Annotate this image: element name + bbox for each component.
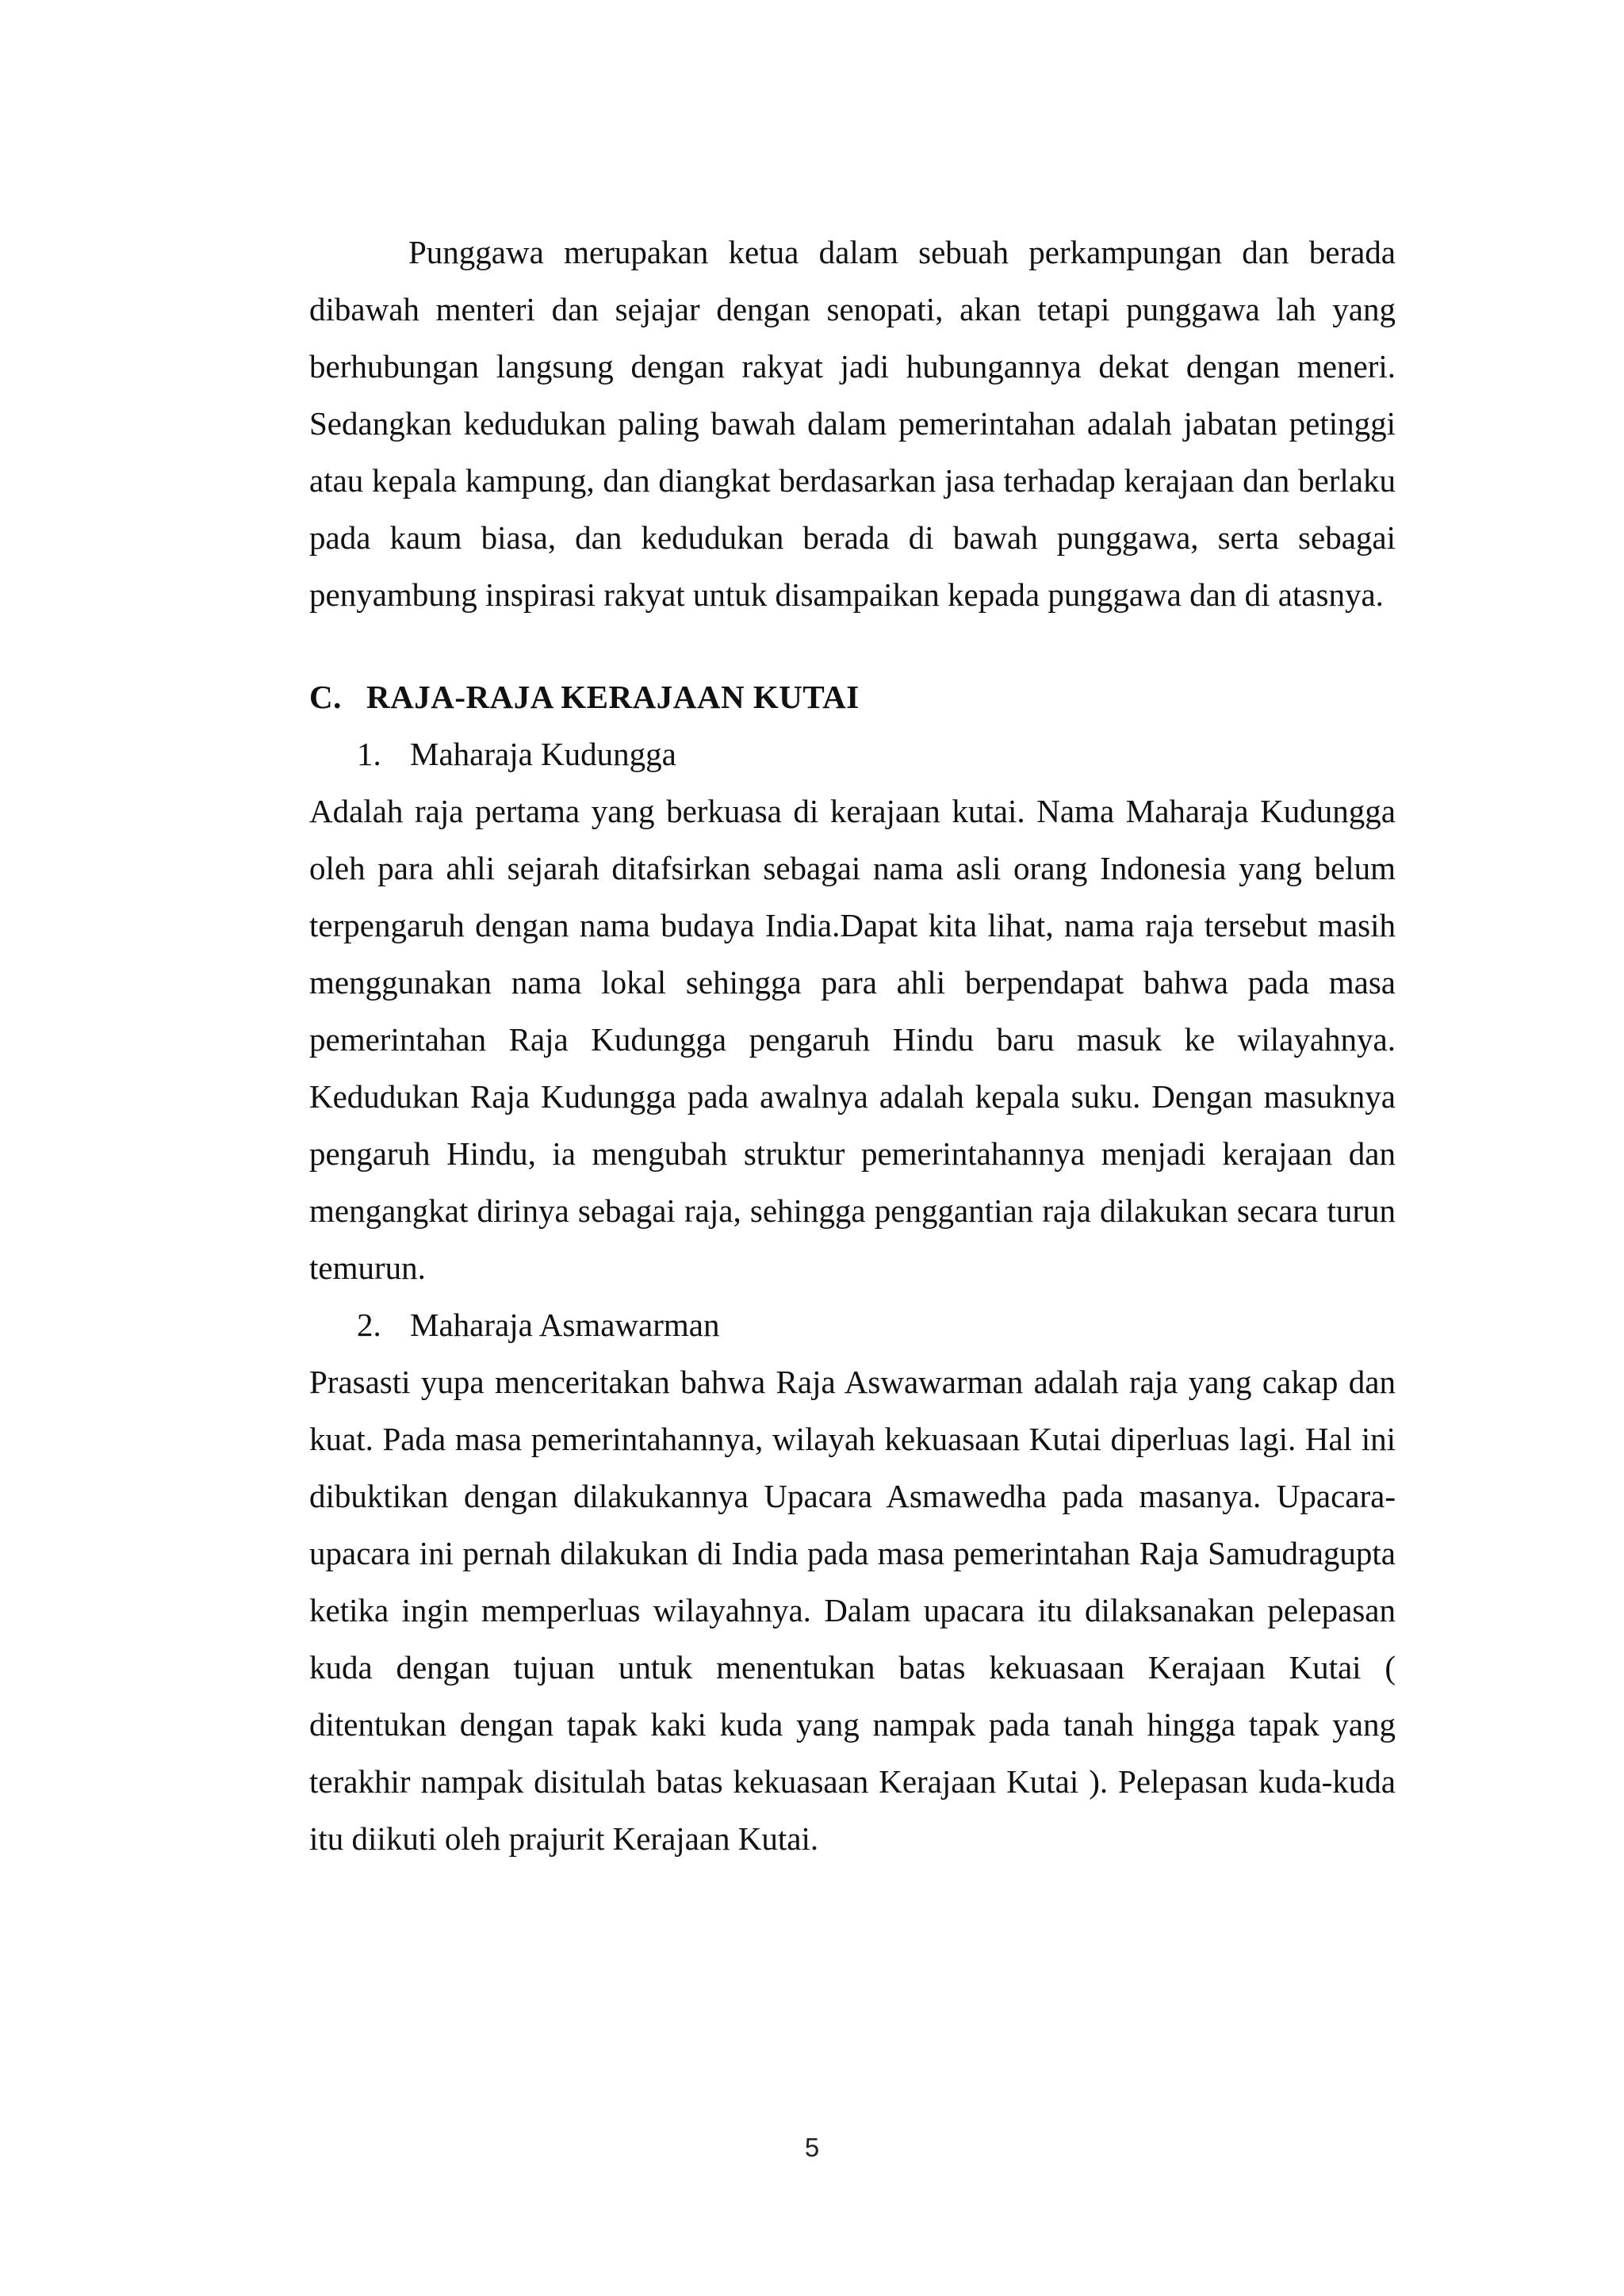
list-item-2-title [309,1296,1396,1353]
section-title: RAJA-RAJA KERAJAAN KUTAI [366,679,860,715]
section-heading [309,668,1396,725]
list-item-number: 1. [357,736,381,772]
list-item-number: 2. [357,1307,381,1343]
page-number: 5 [804,2133,820,2162]
list-item-title: Maharaja Kudungga [410,736,676,772]
list-item-2-body: Prasasti yupa menceritakan bahwa Raja Aswawarman adalah raja yang cakap dan kuat. Pada masa pemerintahannya, wilayah kekuasaan Kutai diperluas lagi. Hal ini dibuktikan dengan dilakukannya Upacara Asmawedha pada masanya. Upacara-upacara ini pernah dilakukan di India pada masa pemerintahan Raja Samudragupta ketika ingin memperluas wilayahnya. Dalam upacara itu dilaksanakan pelepasan kuda dengan tujuan untuk menentukan batas kekuasaan Kerajaan Kutai ( ditentukan dengan tapak kaki kuda yang nampak pada tanah hingga tapak yang terakhir nampak disitulah batas kekuasaan Kerajaan Kutai ). Pelepasan kuda-kuda itu diikuti oleh prajurit Kerajaan Kutai. [309,1364,1396,1857]
list-item-1-title [309,725,1396,783]
paragraph-punggawa: Punggawa merupakan ketua dalam sebuah perkampungan dan berada dibawah menteri dan sejajar dengan senopati, akan tetapi punggawa lah yang berhubungan langsung dengan rakyat jadi hubungannya dekat dengan meneri. Sedangkan kedudukan paling bawah dalam pemerintahan adalah jabatan petinggi atau kepala kampung, dan diangkat berdasarkan jasa terhadap kerajaan dan berlaku pada kaum biasa, dan kedudukan berada di bawah punggawa, serta sebagai penyambung inspirasi rakyat untuk disampaikan kepada punggawa dan di atasnya. [309,234,1396,613]
list-item-1-body: Adalah raja pertama yang berkuasa di kerajaan kutai. Nama Maharaja Kudungga oleh para ahli sejarah ditafsirkan sebagai nama asli orang Indonesia yang belum terpengaruh dengan nama budaya India.Dapat kita lihat, nama raja tersebut masih menggunakan nama lokal sehingga para ahli berpendapat bahwa pada masa pemerintahan Raja Kudungga pengaruh Hindu baru masuk ke wilayahnya. Kedudukan Raja Kudungga pada awalnya adalah kepala suku. Dengan masuknya pengaruh Hindu, ia mengubah struktur pemerintahannya menjadi kerajaan dan mengangkat dirinya sebagai raja, sehingga penggantian raja dilakukan secara turun temurun. [309,793,1396,1286]
section-number: C. [309,679,342,715]
list-item-title: Maharaja Asmawarman [410,1307,720,1343]
page-content [309,224,1396,1867]
